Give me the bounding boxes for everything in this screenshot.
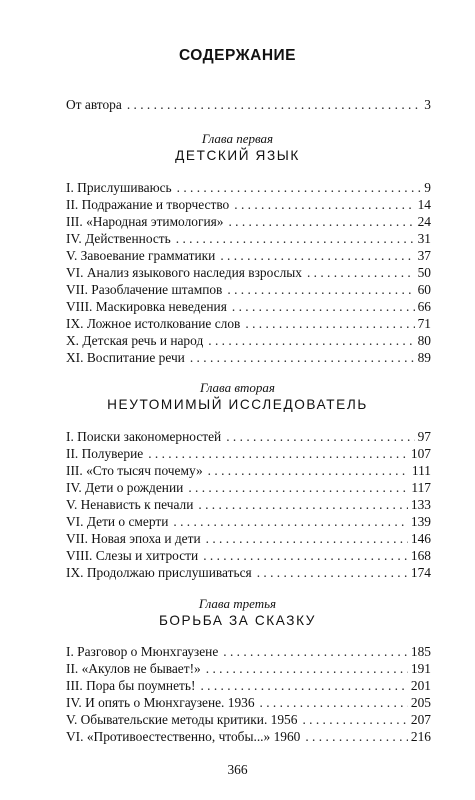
entry-page: 24 [417,214,431,229]
toc-entry[interactable] [66,694,431,711]
dot-leader [223,643,408,660]
toc-entry[interactable] [66,728,431,745]
dot-leader [228,213,414,230]
entry-title: VI. «Противоестественно, чтобы...» 1960 [66,729,301,744]
entry-title: IX. Продолжаю прислушиваться [66,565,252,580]
chapter-3-label: Глава третья [198,596,277,611]
dot-leader [208,462,409,479]
dot-leader [188,479,408,496]
dot-leader [198,496,408,513]
entry-page: 31 [417,231,431,246]
entry-title: VIII. Слезы и хитрости [66,548,199,563]
dot-leader [226,428,414,445]
entry-title: I. Прислушиваюсь [66,180,172,195]
toc-entry[interactable] [66,513,431,530]
entry-title: VI. Анализ языкового наследия взрослых [66,265,302,280]
entry-title: VII. Новая эпоха и дети [66,531,201,546]
entry-page: 216 [410,729,431,744]
toc-entry[interactable] [66,530,431,547]
entry-page: 205 [410,695,431,710]
toc-entry[interactable] [66,677,431,694]
dot-leader [305,728,408,745]
toc-entry[interactable] [66,564,431,581]
entry-page: 168 [410,548,431,563]
toc-entry[interactable] [66,496,431,513]
dot-leader [307,264,415,281]
dot-leader [245,315,414,332]
entry-page: 139 [410,514,431,529]
entry-title: IV. Дети о рождении [66,480,184,495]
dot-leader [234,196,414,213]
page-number: 366 [227,762,248,777]
toc-entry[interactable] [66,462,431,479]
chapter-2-title: НЕУТОМИМЫЙ ИССЛЕДОВАТЕЛЬ [107,397,368,412]
toc-entry[interactable] [66,660,431,677]
toc-entry[interactable] [66,230,431,247]
entry-title: IV. Действенность [66,231,171,246]
toc-entry[interactable] [66,298,431,315]
chapter-1-title: ДЕТСКИЙ ЯЗЫК [175,148,300,163]
entry-title: IX. Ложное истолкование слов [66,316,241,331]
entry-page: 201 [410,678,431,693]
entry-title: VIII. Маскировка неведения [66,299,227,314]
entry-title: V. Обывательские методы критики. 1956 [66,712,298,727]
entry-page: 133 [410,497,431,512]
dot-leader [220,247,414,264]
toc-entry[interactable] [66,332,431,349]
entry-page: 185 [410,644,431,659]
entry-title: X. Детская речь и народ [66,333,204,348]
entry-page: 37 [417,248,431,263]
entry-title: XI. Воспитание речи [66,350,185,365]
entry-page: 107 [410,446,431,461]
entry-page: 80 [417,333,431,348]
dot-leader [177,179,422,196]
dot-leader [260,694,408,711]
entry-page: 117 [411,480,431,495]
toc-entry[interactable] [66,428,431,445]
chapter-1-label: Глава первая [201,131,274,146]
entry-title: I. Разговор о Мюнхгаузене [66,644,219,659]
entry-title: IV. И опять о Мюнхгаузене. 1936 [66,695,255,710]
toc-entry[interactable] [66,315,431,332]
entry-page: 3 [424,97,431,112]
dot-leader [148,445,408,462]
entry-title: III. «Народная этимология» [66,214,224,229]
entry-title: III. «Сто тысяч почему» [66,463,203,478]
toc-entry[interactable] [66,479,431,496]
toc-entry[interactable] [66,264,431,281]
toc-entry[interactable] [66,711,431,728]
entry-page: 191 [410,661,431,676]
entry-page: 14 [417,197,431,212]
entry-title: От автора [66,97,122,112]
toc-entry[interactable] [66,179,431,196]
toc-entry[interactable] [66,547,431,564]
dot-leader [232,298,415,315]
entry-page: 71 [417,316,431,331]
entry-title: V. Ненависть к печали [66,497,194,512]
dot-leader [206,660,408,677]
toc-entry[interactable] [66,349,431,366]
chapter-3-title: БОРЬБА ЗА СКАЗКУ [158,613,317,628]
toc-entry[interactable] [66,247,431,264]
entry-page: 89 [417,350,431,365]
dot-leader [127,96,421,113]
dot-leader [206,530,408,547]
toc-entry[interactable] [66,213,431,230]
dot-leader [190,349,415,366]
dot-leader [203,547,408,564]
entry-title: I. Поиски закономерностей [66,429,222,444]
toc-entry[interactable] [66,196,431,213]
entry-title: VI. Дети о смерти [66,514,169,529]
entry-title: III. Пора бы поумнеть! [66,678,196,693]
dot-leader [200,677,407,694]
entry-title: II. «Акулов не бывает!» [66,661,201,676]
entry-page: 9 [424,180,431,195]
dot-leader [208,332,414,349]
entry-page: 174 [410,565,431,580]
toc-entry[interactable] [66,445,431,462]
dot-leader [302,711,407,728]
page-title: СОДЕРЖАНИЕ [178,47,297,64]
dot-leader [176,230,415,247]
dot-leader [227,281,414,298]
entry-page: 207 [410,712,431,727]
entry-page: 111 [411,463,431,478]
entry-page: 60 [417,282,431,297]
entry-title: II. Подражание и творчество [66,197,230,212]
entry-page: 50 [417,265,431,280]
dot-leader [257,564,408,581]
chapter-2-label: Глава вторая [200,380,275,395]
entry-title: V. Завоевание грамматики [66,248,216,263]
entry-title: II. Полуверие [66,446,144,461]
entry-page: 97 [417,429,431,444]
toc-entry[interactable] [66,643,431,660]
dot-leader [173,513,408,530]
entry-title: VII. Разоблачение штампов [66,282,223,297]
entry-page: 146 [410,531,431,546]
toc-entry[interactable] [66,281,431,298]
toc-entry-preface[interactable] [66,96,431,113]
entry-page: 66 [417,299,431,314]
